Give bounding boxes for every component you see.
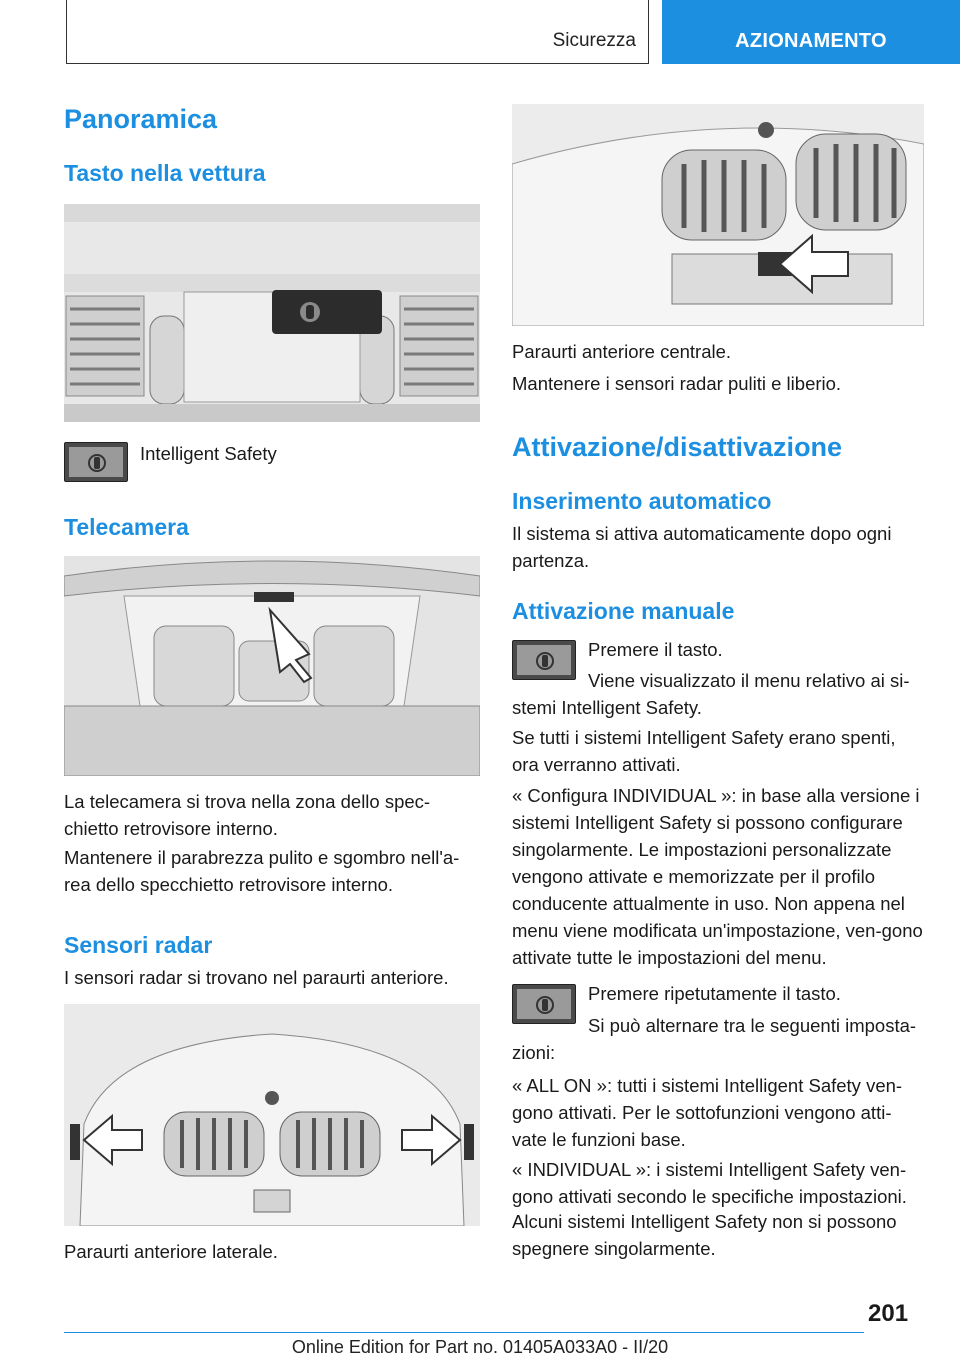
camera-care-text: Mantenere il parabrezza pulito e sgombro nell'a-rea dello specchietto retrovisore interno. bbox=[64, 847, 460, 895]
page-header bbox=[0, 0, 960, 64]
chapter-label: AZIONAMENTO bbox=[735, 30, 887, 52]
interior-camera-illustration bbox=[64, 556, 480, 776]
button-caption: Intelligent Safety bbox=[140, 443, 277, 464]
footer-divider bbox=[64, 1332, 864, 1333]
heading-manual-activation: Attivazione manuale bbox=[512, 598, 735, 624]
manual-step-press: Premere il tasto. bbox=[588, 639, 723, 660]
automatic-activation-text: Il sistema si attiva automaticamente dopo ogni partenza. bbox=[512, 523, 892, 571]
heading-activation-deactivation: Attivazione/disattivazione bbox=[512, 432, 843, 462]
dashboard-button-illustration bbox=[64, 204, 480, 422]
edition-info: Online Edition for Part no. 01405A033A0 - II/20 bbox=[291, 1337, 669, 1357]
intelligent-safety-button-icon bbox=[64, 442, 128, 482]
intelligent-safety-icon bbox=[88, 452, 106, 474]
section-label: Sicurezza bbox=[552, 30, 636, 51]
page-number: 201 bbox=[868, 1300, 909, 1327]
individual-text: « INDIVIDUAL »: i sistemi Intelligent Safety ven-gono attivati secondo le specifiche impostazioni. bbox=[512, 1159, 907, 1207]
section-tab bbox=[66, 0, 649, 64]
repeat-step-press: Premere ripetutamente il tasto. bbox=[588, 983, 841, 1004]
front-bumper-side-illustration bbox=[64, 1004, 480, 1226]
all-on-text: « ALL ON »: tutti i sistemi Intelligent Safety ven-gono attivati. Per le sottofunzioni vengono atti-vate le funzioni base. bbox=[512, 1075, 903, 1150]
manual-step-menu: Viene visualizzato il menu relativo ai si-stemi Intelligent Safety. bbox=[512, 670, 910, 718]
heading-camera: Telecamera bbox=[64, 514, 189, 540]
heading-automatic-activation: Inserimento automatico bbox=[512, 488, 772, 514]
center-bumper-caption: Paraurti anteriore centrale. bbox=[512, 341, 732, 362]
side-bumper-caption: Paraurti anteriore laterale. bbox=[64, 1241, 278, 1262]
heading-button-in-vehicle: Tasto nella vettura bbox=[64, 160, 266, 186]
camera-location-text: La telecamera si trova nella zona dello spec-chietto retrovisore interno. bbox=[64, 791, 431, 839]
heading-radar-sensors: Sensori radar bbox=[64, 932, 213, 958]
front-bumper-center-illustration bbox=[512, 104, 924, 326]
chapter-tab bbox=[662, 0, 960, 64]
center-bumper-care-text: Mantenere i sensori radar puliti e liberio. bbox=[512, 373, 842, 394]
repeat-step-toggle: Si può alternare tra le seguenti imposta-zioni: bbox=[512, 1015, 917, 1063]
radar-location-text: I sensori radar si trovano nel paraurti anteriore. bbox=[64, 967, 449, 988]
configure-individual-text: « Configura INDIVIDUAL »: in base alla versione i sistemi Intelligent Safety si possono configurare singolarmente. Le impostazioni personalizzate vengono attivate e memorizzate per il profilo conducente attualmente in uso. Non appena nel menu viene modificata un'impostazione, ven-gono attivate tutte le impostazioni del menu. bbox=[512, 785, 923, 968]
not-switchable-note: Alcuni sistemi Intelligent Safety non si possono spegnere singolarmente. bbox=[512, 1211, 897, 1259]
manual-all-off-text: Se tutti i sistemi Intelligent Safety erano spenti, ora verranno attivati. bbox=[512, 727, 896, 775]
heading-overview: Panoramica bbox=[64, 104, 218, 134]
